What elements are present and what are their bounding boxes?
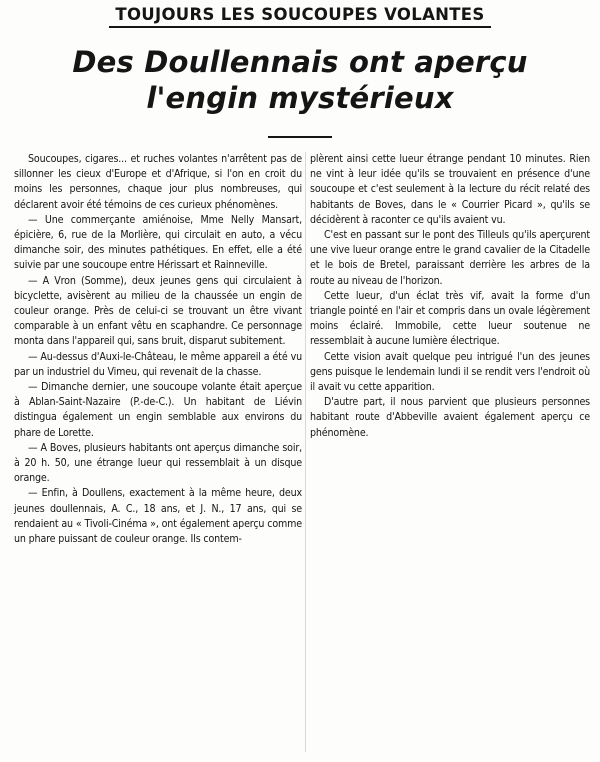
- rubric-kicker: TOUJOURS LES SOUCOUPES VOLANTES: [109, 5, 490, 28]
- headline: [0, 44, 600, 116]
- paragraph: — A Boves, plusieurs habitants ont aperçus dimanche soir, à 20 h. 50, une étrange lueur qui ressemblait à un disque orange.: [14, 441, 302, 485]
- paragraph: Cette vision avait quelque peu intrigué l'un des jeunes gens puisque le lendemain lundi il se rendit vers l'endroit où il avait vu cette apparition.: [310, 350, 590, 394]
- paragraph: C'est en passant sur le pont des Tilleuls qu'ils aperçurent une vive lueur orange entre le grand cavalier de la Citadelle et le bois de Bretel, paraissant derrière les arbres de la route au niveau de l'horizon.: [310, 229, 590, 287]
- article-column-left: [14, 152, 302, 547]
- headline-line-1: Des Doullennais ont aperçu: [72, 45, 528, 79]
- headline-line-2: l'engin mystérieux: [146, 81, 454, 115]
- paragraph: — A Vron (Somme), deux jeunes gens qui circulaient à bicyclette, avisèrent au milieu de la chaussée un engin de couleur orange. Près de celui-ci se trouvant un être vivant comparable à un enfant vêtu en scaphandre. Ce personnage monta dans l'appareil qui, sans bruit, disparut subitement.: [14, 274, 302, 348]
- headline-rule: [268, 136, 332, 138]
- paragraph: Cette lueur, d'un éclat très vif, avait la forme d'un triangle pointé en l'air et compris dans un ovale légèrement moins éclairé. Immobile, cette lueur soutenue ne ressemblait à aucune lumière électrique.: [310, 289, 590, 348]
- paragraph: — Dimanche dernier, une soucoupe volante était aperçue à Ablan-Saint-Nazaire (P.-de-C.). Un habitant de Liévin distingua également un engin semblable aux environs du phare de Lorette.: [14, 381, 302, 439]
- rubric-container: [0, 0, 600, 28]
- paragraph: Soucoupes, cigares... et ruches volantes n'arrêtent pas de sillonner les cieux d'Europe et d'Afrique, si l'on en croit du moins les personnes, chaque jour plus nombreuses, qui déclarent avoir été témoins de ces curieux phénomènes.: [14, 153, 302, 211]
- paragraph: — Une commerçante amiénoise, Mme Nelly Mansart, épicière, 6, rue de la Morlière, qui circulait en auto, a vécu dimanche soir, des minutes pathétiques. En effet, elle a été suivie par une soucoupe entre Hérissart et Rainneville.: [14, 213, 302, 272]
- paragraph: — Au-dessus d'Auxi-le-Château, le même appareil a été vu par un industriel du Vimeu, qui revenait de la chasse.: [14, 350, 302, 378]
- paragraph: plèrent ainsi cette lueur étrange pendant 10 minutes. Rien ne vint à leur idée qu'ils se trouvaient en présence d'une soucoupe et c'est seulement à la lecture du récit relaté des habitants de Boves, dans le « Courrier Picard », qu'ils se décidèrent à raconter ce qu'ils avaient vu.: [310, 153, 590, 226]
- article-column-right: [310, 152, 590, 441]
- column-divider: [305, 152, 306, 752]
- paragraph: D'autre part, il nous parvient que plusieurs personnes habitant route d'Abbeville avaient également aperçu ce phénomène.: [310, 396, 590, 439]
- paragraph: — Enfin, à Doullens, exactement à la même heure, deux jeunes doullennais, A. C., 18 ans, et J. N., 17 ans, qui se rendaient au « Tivoli-Cinéma », ont également aperçu comme un phare puissant de couleur orange. Ils contem-: [14, 487, 302, 546]
